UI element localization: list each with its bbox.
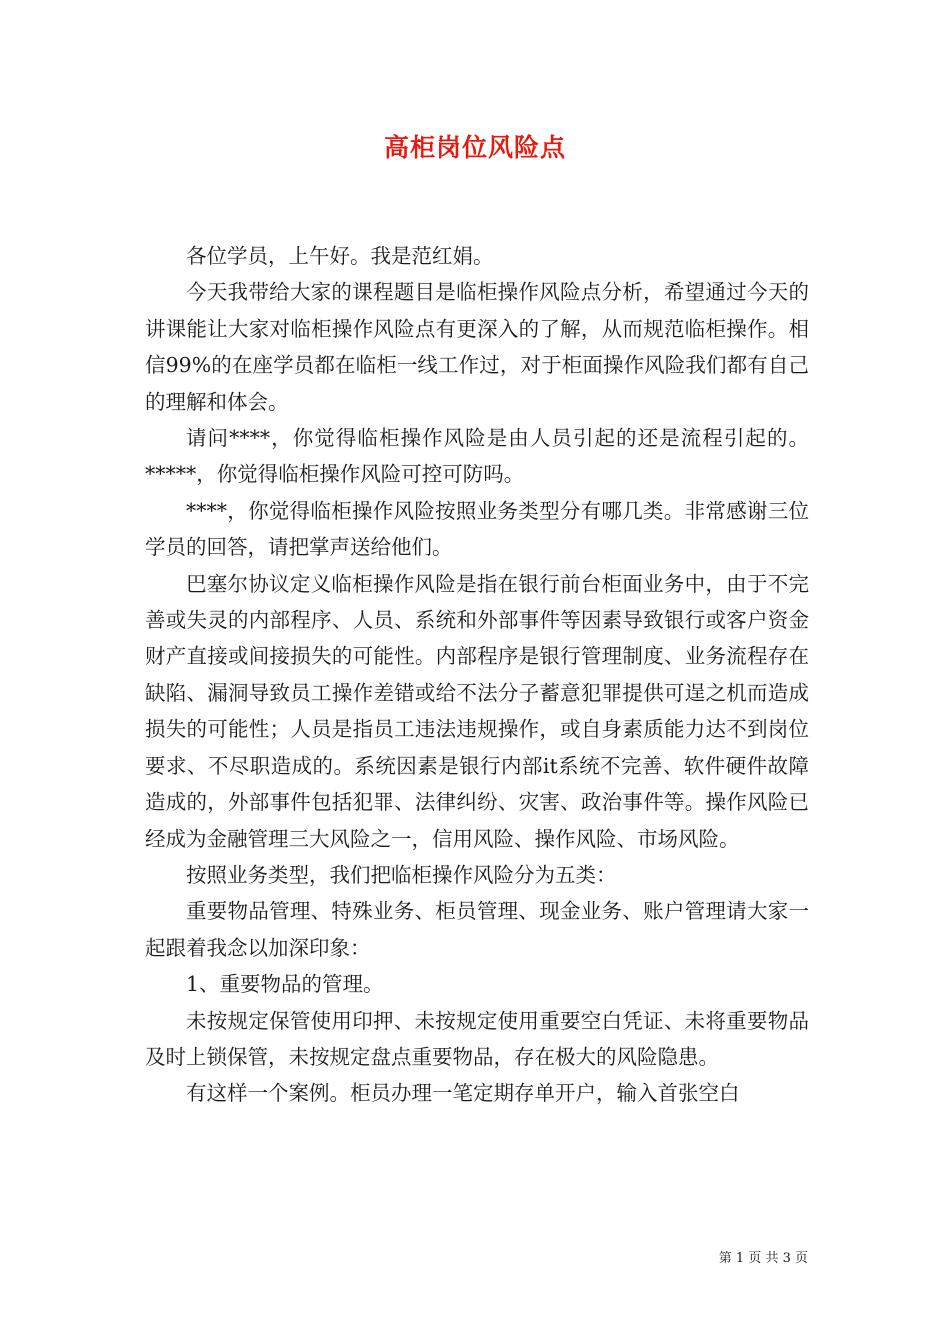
- paragraph: 有这样一个案例。柜员办理一笔定期存单开户，输入首张空白: [186, 1081, 740, 1106]
- paragraph: 各位学员，上午好。我是范红娟。: [186, 244, 494, 268]
- document-body: [145, 238, 809, 1112]
- paragraph: 未按规定保管使用印押、未按规定使用重要空白凭证、未将重要物品及时上锁保管，未按规定盘点重要物品，存在极大的风险隐患。: [145, 1008, 809, 1069]
- paragraph: 请问****，你觉得临柜操作风险是由人员引起的还是流程引起的。*****，你觉得临柜操作风险可控可防吗。: [145, 426, 809, 487]
- paragraph: ****，你觉得临柜操作风险按照业务类型分有哪几类。非常感谢三位学员的回答，请把掌声送给他们。: [145, 498, 809, 560]
- paragraph: 按照业务类型，我们把临柜操作风险分为五类：: [186, 862, 617, 887]
- paragraph: 今天我带给大家的课程题目是临柜操作风险点分析，希望通过今天的讲课能让大家对临柜操作风险点有更深入的了解，从而规范临柜操作。相信99%的在座学员都在临柜一线工作过，对于柜面操作风险我们都有自己的理解和体会。: [145, 280, 809, 414]
- paragraph: 重要物品管理、特殊业务、柜员管理、现金业务、账户管理请大家一起跟着我念以加深印象：: [145, 899, 809, 960]
- page-title: 高柜岗位风险点: [383, 133, 566, 162]
- paragraph: 1、重要物品的管理。: [186, 972, 384, 997]
- paragraph: 巴塞尔协议定义临柜操作风险是指在银行前台柜面业务中，由于不完善或失灵的内部程序、人员、系统和外部事件等因素导致银行或客户资金财产直接或间接损失的可能性。内部程序是银行管理制度、业务流程存在缺陷、漏洞导致员工操作差错或给不法分子蓄意犯罪提供可逞之机而造成损失的可能性；人员是指员工违法违规操作，或自身素质能力达不到岗位要求、不尽职造成的。系统因素是银行内部it系统不完善、软件硬件故障造成的，外部事件包括犯罪、法律纠纷、灾害、政治事件等。操作风险已经成为金融管理三大风险之一，信用风险、操作风险、市场风险。: [145, 571, 809, 851]
- page-number: 第 1 页 共 3 页: [718, 1251, 808, 1266]
